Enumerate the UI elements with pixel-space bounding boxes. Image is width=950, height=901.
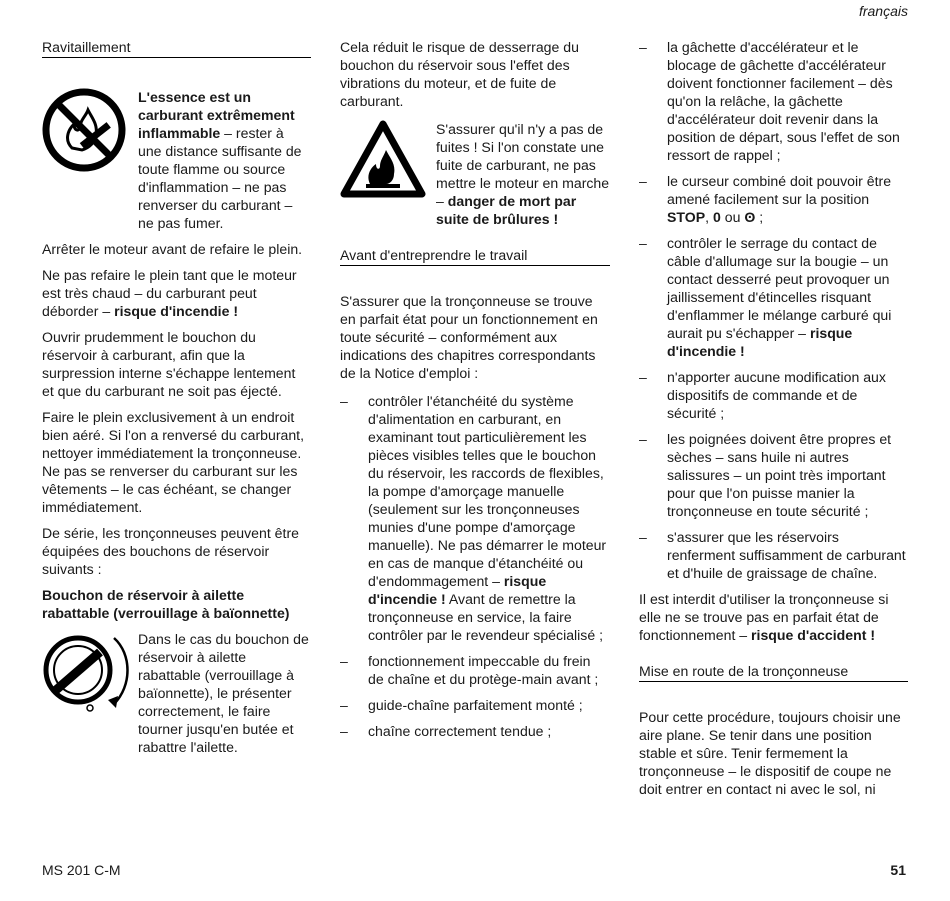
fuel-system-check-text-end: Avant de remettre la tronçonneuse en service, la faire contrôler par le revendeur spécialisé ; — [368, 591, 604, 643]
list-item — [340, 392, 610, 644]
subheading-bayonet-cap: Bouchon de réservoir à ailette rabattable (verrouillage à baïonnette) — [42, 587, 290, 621]
zero-label: 0 — [712, 209, 721, 225]
list-item: – les poignées doivent être propres et sèches – sans huile ni autres salissures – un point très important pour que l'on puisse manier la tronçonneuse en toute sécurité ; — [639, 430, 908, 520]
no-fire-warning — [42, 88, 311, 232]
end-text: ; — [755, 209, 764, 225]
list-item — [639, 172, 908, 226]
paragraph-prohibited-use — [639, 590, 908, 644]
section-heading-before-work: Avant d'entreprendre le travail — [340, 246, 610, 266]
fuel-system-check-text: contrôler l'étanchéité du système d'alimentation en carburant, en examinant tout particulièrement les pièces visibles telles que le bouchon du réservoir, les raccords de flexibles, la pompe d'amorçage manuelle (seulement sur les tronçonneuses munies d'une pompe d'amorçage manuelle). Ne pas démarrer le moteur en cas de manque d'étanchéité ou d'endommagement – — [368, 393, 607, 589]
footer-model: MS 201 C-M — [42, 862, 121, 878]
column-3 — [639, 38, 908, 806]
flammable-warning-bold: L'essence est un carburant extrêmement inflammable — [138, 89, 295, 141]
paragraph-hot-engine — [42, 266, 311, 320]
burn-danger-bold: danger de mort par suite de brûlures ! — [436, 193, 577, 227]
paragraph-starting-procedure: Pour cette procédure, toujours choisir une aire plane. Se tenir dans une position stable et sûre. Tenir fermement la tronçonneuse – le dispositif de coupe ne doit entrer en contact ni avec le sol, ni — [639, 709, 901, 797]
page-number: 51 — [890, 862, 906, 878]
hot-engine-text: Ne pas refaire le plein tant que le moteur est très chaud – du carburant peut déborder – — [42, 267, 297, 319]
accident-risk-bold: risque d'accident ! — [751, 627, 876, 643]
column-2 — [340, 38, 610, 748]
list-item: – n'apporter aucune modification aux dispositifs de commande et de sécurité ; — [639, 368, 908, 422]
paragraph-tank-caps: De série, les tronçonneuses peuvent être équipées des bouchons de réservoir suivants : — [42, 525, 299, 577]
prohibited-use-text: Il est interdit d'utiliser la tronçonneuse si elle ne se trouve pas en parfait état de fonctionnement – — [639, 591, 889, 643]
leak-check-text: S'assurer qu'il n'y a pas de fuites ! Si l'on constate une fuite de carburant, ne pas mettre le moteur en marche – — [436, 121, 610, 209]
list-item: – s'assurer que les réservoirs renferment suffisamment de carburant et d'huile de graissage de chaîne. — [639, 528, 908, 582]
paragraph-stop-engine: Arrêter le moteur avant de refaire le plein. — [42, 241, 303, 257]
fire-risk-bold: risque d'incendie ! — [114, 303, 239, 319]
paragraph-vibration: Cela réduit le risque de desserrage du bouchon du réservoir sous l'effet des vibrations du moteur, et de fuite de carburant. — [340, 39, 579, 109]
paragraph-ventilated-area: Faire le plein exclusivement à un endroit bien aéré. Si l'on a renversé du carburant, nettoyer immédiatement la tronçonneuse. Ne pas se renverser du carburant sur les vêtements – le cas échéant, se changer immédiatement. — [42, 409, 305, 515]
tank-cap-rotate-icon — [42, 630, 138, 714]
stop-symbol: ʘ — [744, 209, 756, 225]
master-control-text: le curseur combiné doit pouvoir être amené facilement sur la position — [667, 173, 892, 207]
spark-plug-text: contrôler le serrage du contact de câble d'allumage sur la bougie – un contact desserré peut provoquer un jaillissement d'étincelles risquant d'enflammer le mélange carburé qui aurait pu s'échapper – — [667, 235, 892, 341]
fire-risk-bold: risque d'incendie ! — [667, 325, 853, 359]
list-item — [639, 234, 908, 360]
list-item: – fonctionnement impeccable du frein de chaîne et du protège-main avant ; — [340, 652, 610, 688]
bayonet-cap-figure — [42, 630, 311, 756]
fire-warning — [340, 120, 610, 228]
paragraph-safe-condition: S'assurer que la tronçonneuse se trouve en parfait état pour un fonctionnement en toute sécurité – conformément aux indications des chapitres correspondants de la Notice d'emploi : — [340, 293, 598, 381]
checklist-continued — [639, 38, 908, 582]
paragraph-open-cap: Ouvrir prudemment le bouchon du réservoir à carburant, afin que la surpression interne s'échappe lentement et que du carburant ne soit pas éjecté. — [42, 329, 296, 399]
or-text: ou — [720, 209, 745, 225]
section-heading-starting: Mise en route de la tronçonneuse — [639, 662, 908, 682]
section-heading-refueling: Ravitaillement — [42, 38, 311, 58]
checklist-before-work — [340, 392, 610, 740]
no-open-flame-icon — [42, 88, 138, 172]
fire-risk-bold: risque d'incendie ! — [368, 573, 547, 607]
separator-text: , — [705, 209, 713, 225]
stop-label: STOP — [667, 209, 706, 225]
language-label: français — [858, 3, 908, 19]
column-1 — [42, 38, 311, 756]
list-item: – la gâchette d'accélérateur et le blocage de gâchette d'accélérateur doivent fonctionner facilement – dès qu'on la relâche, la gâchette d'accélérateur doit revenir dans la position de départ, sous l'effet de son ressort de rappel ; — [639, 38, 908, 164]
bayonet-cap-caption: Dans le cas du bouchon de réservoir à ailette rabattable (verrouillage à baïonnette), le présenter correctement, le faire tourner jusqu'en butée et rabattre l'ailette. — [138, 631, 309, 755]
list-item: – chaîne correctement tendue ; — [340, 722, 610, 740]
fire-warning-triangle-icon — [340, 120, 436, 200]
list-item: – guide-chaîne parfaitement monté ; — [340, 696, 610, 714]
flammable-warning-text: – rester à une distance suffisante de toute flamme ou source d'inflammation – ne pas renverser du carburant – ne pas fumer. — [138, 125, 302, 231]
